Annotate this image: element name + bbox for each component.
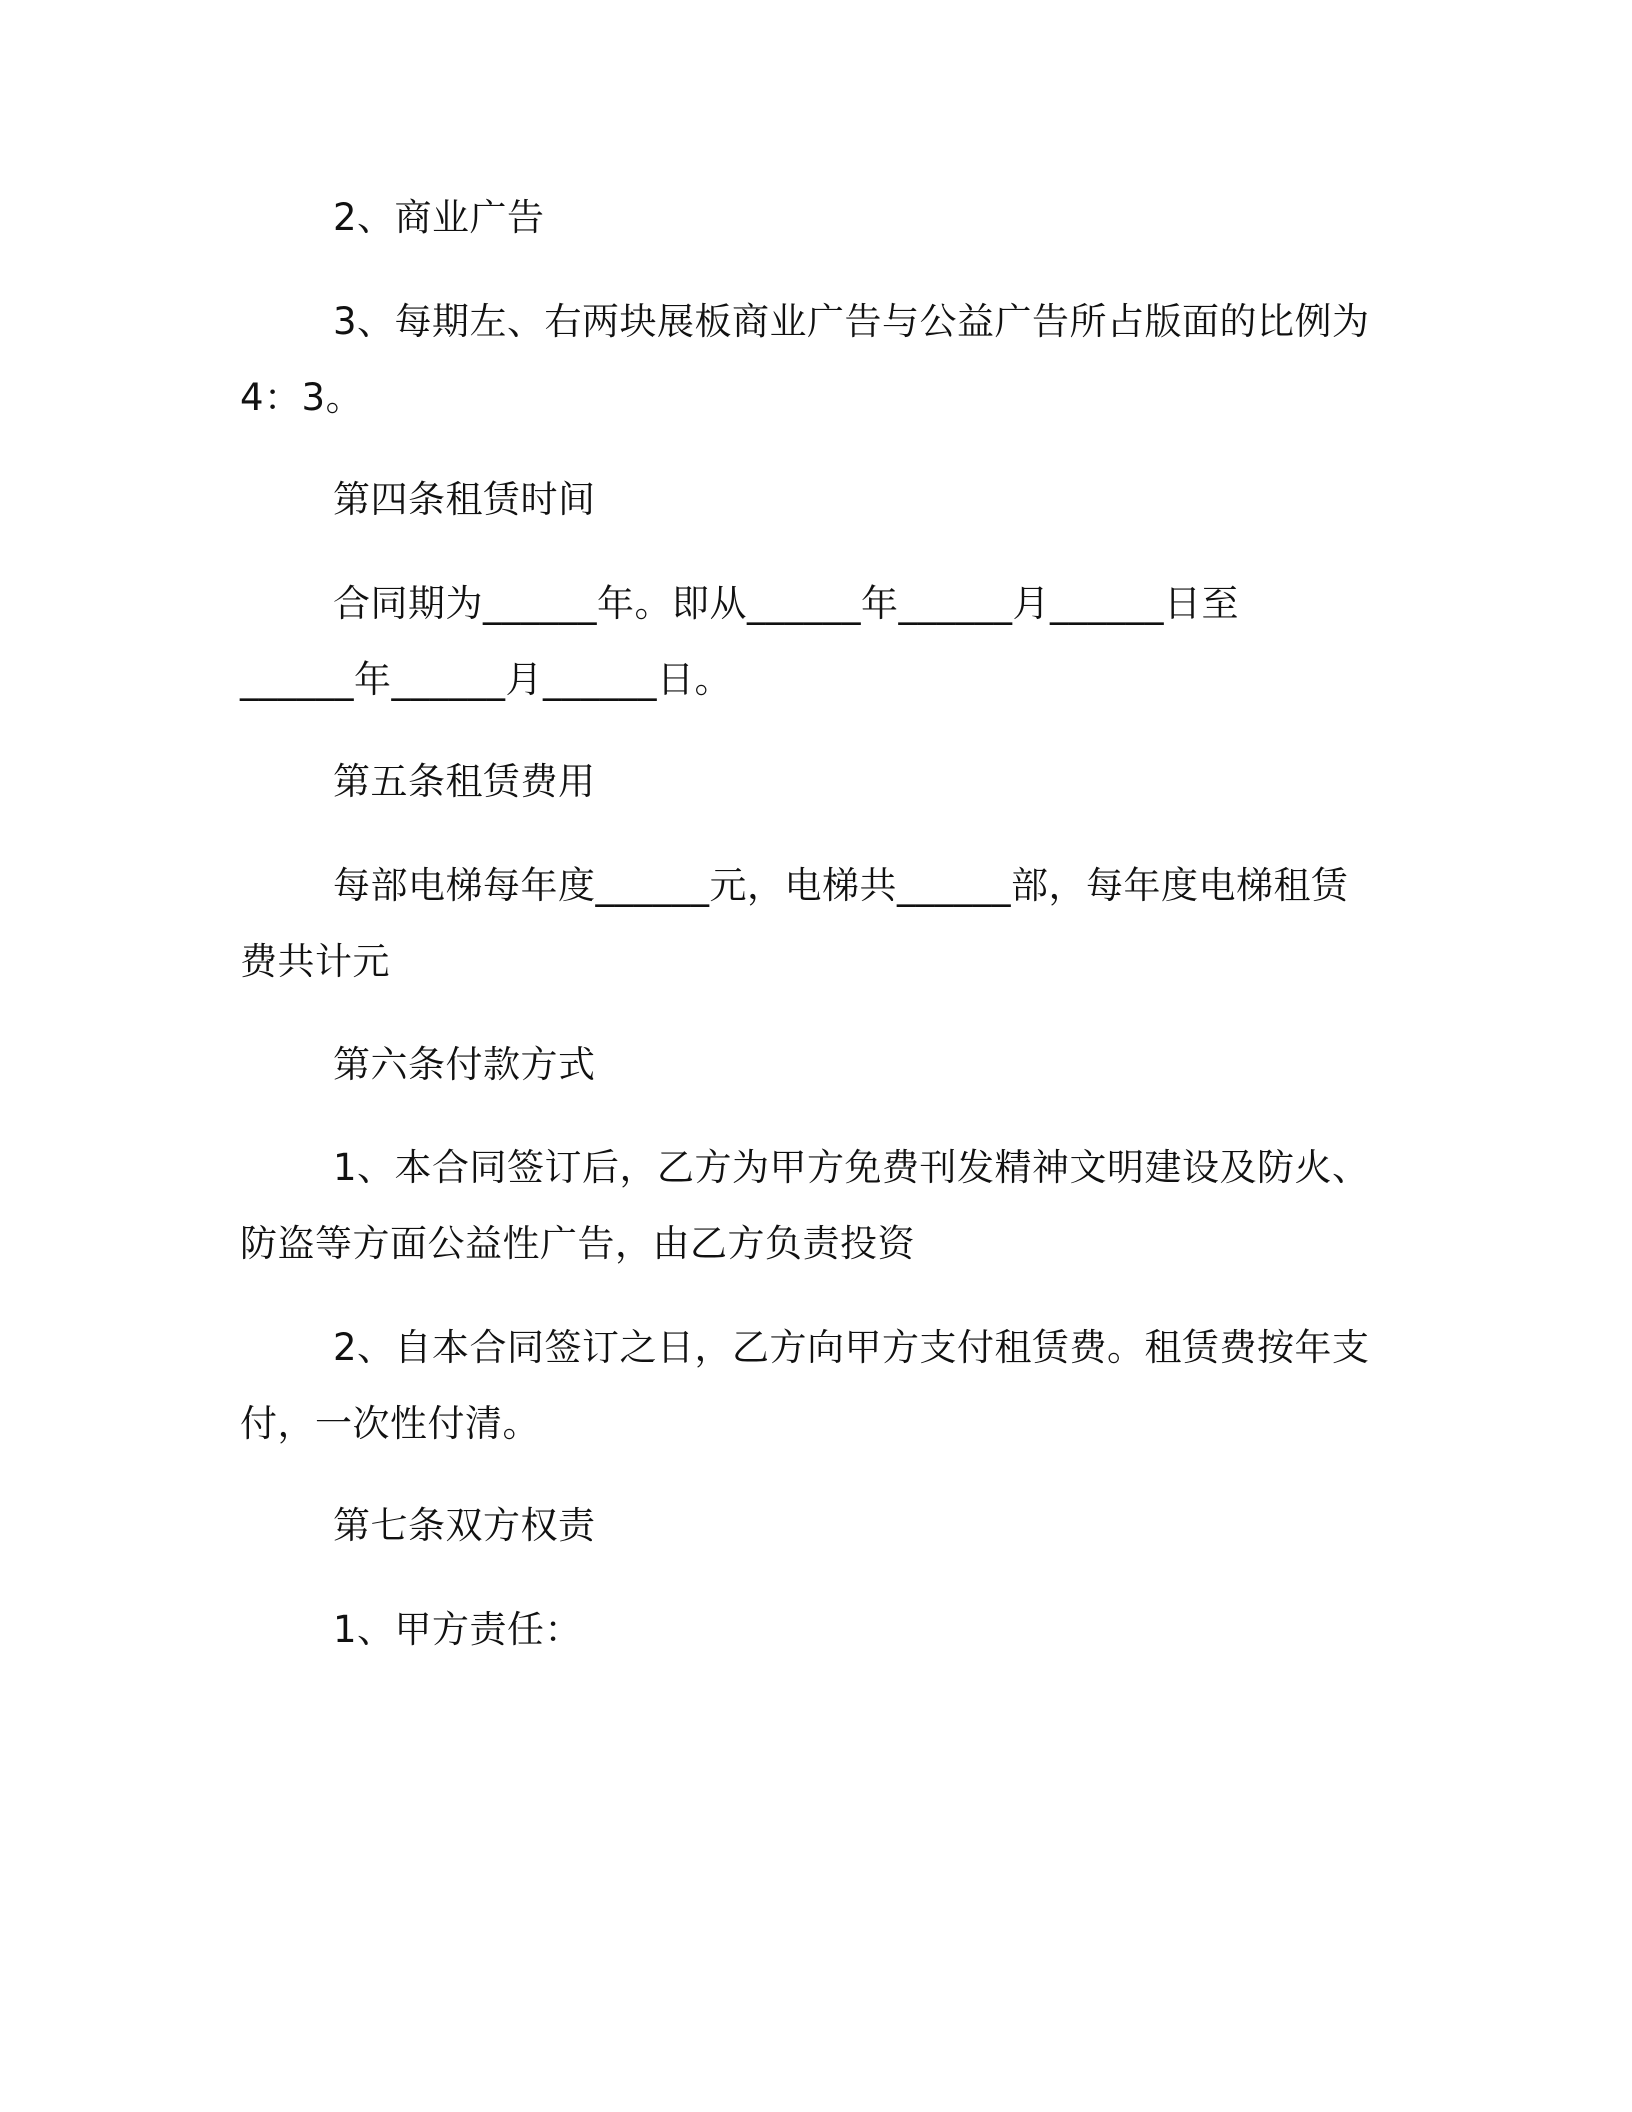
lease-fee-text: 每部电梯每年度______元，电梯共______部，每年度电梯租赁 xyxy=(333,864,1349,907)
section-heading-payment: 第六条付款方式 xyxy=(333,1043,596,1086)
payment-item-1-cont: 防盗等方面公益性广告，由乙方负责投资 xyxy=(240,1222,915,1265)
section-heading-rights: 第七条双方权责 xyxy=(333,1504,596,1547)
section-heading-lease-term: 第四条租赁时间 xyxy=(333,478,596,521)
payment-item-2-cont: 付，一次性付清。 xyxy=(240,1402,540,1445)
rights-item-1: 1、甲方责任： xyxy=(333,1608,583,1651)
payment-item-2: 2、自本合同签订之日，乙方向甲方支付租赁费。租赁费按年支 xyxy=(333,1326,1370,1369)
clause-item-commercial-ads: 2、商业广告 xyxy=(333,196,545,239)
lease-term-text-cont: ______年______月______日。 xyxy=(240,658,732,701)
payment-item-1: 1、本合同签订后，乙方为甲方免费刊发精神文明建设及防火、 xyxy=(333,1146,1370,1189)
clause-item-ratio-cont: 4：3。 xyxy=(240,376,364,419)
clause-item-ratio: 3、每期左、右两块展板商业广告与公益广告所占版面的比例为 xyxy=(333,300,1370,343)
lease-fee-text-cont: 费共计元 xyxy=(240,940,390,983)
section-heading-lease-fee: 第五条租赁费用 xyxy=(333,760,596,803)
lease-term-text: 合同期为______年。即从______年______月______日至 xyxy=(333,582,1239,625)
